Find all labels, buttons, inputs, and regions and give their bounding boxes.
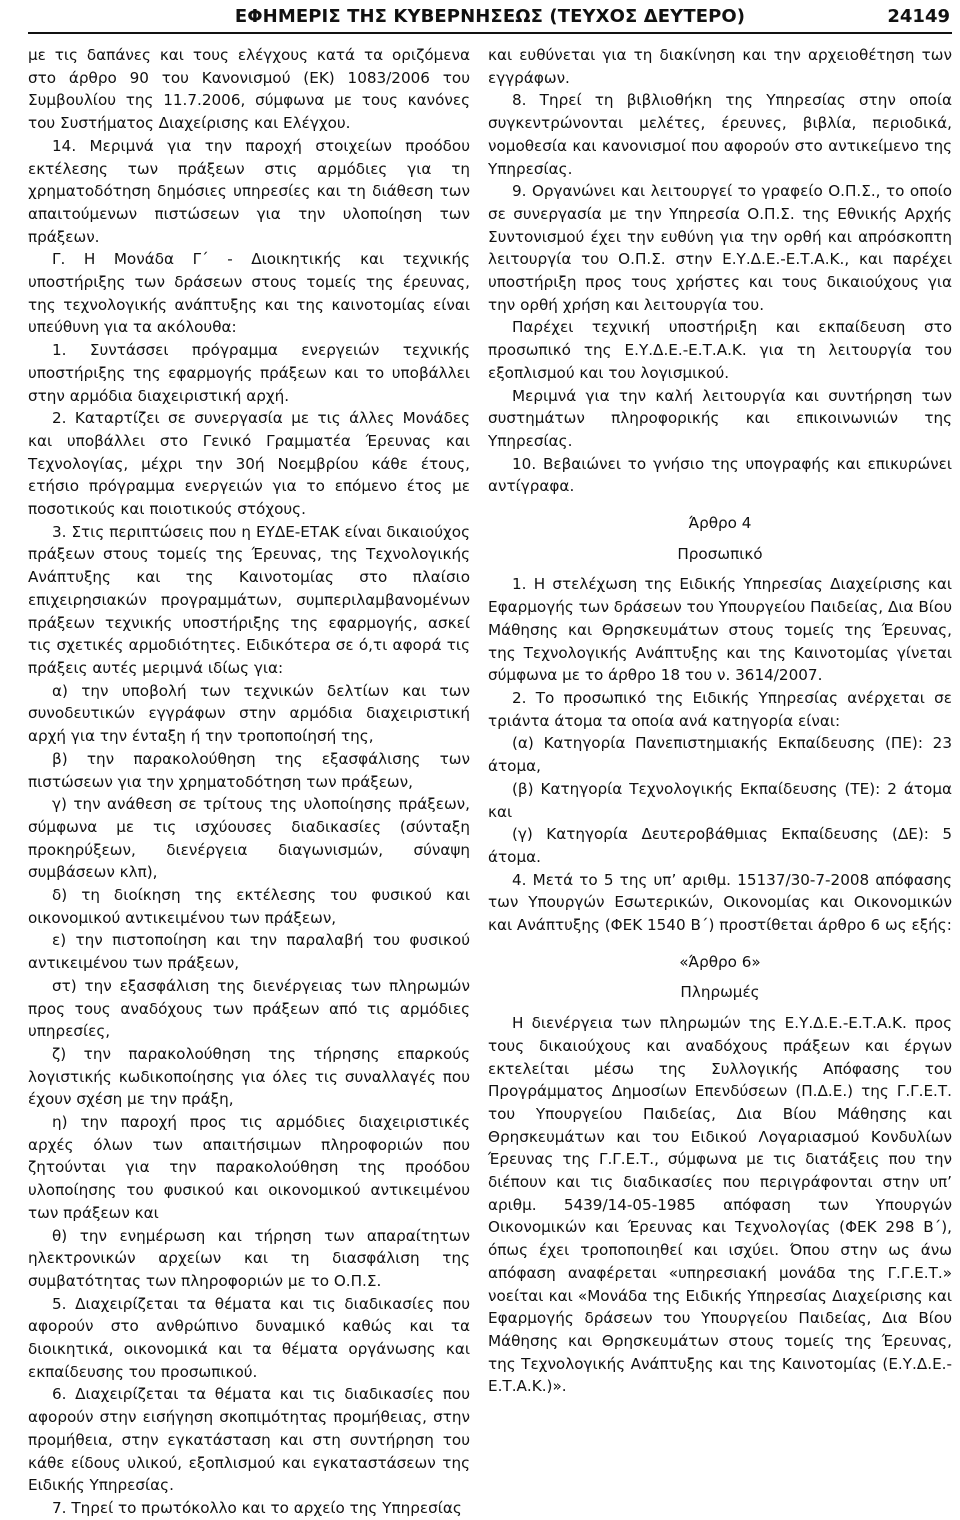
paragraph: 10. Βεβαιώνει το γνήσιο της υπογραφής και επικυρώνει αντίγραφα.: [488, 454, 952, 496]
paragraph: Παρέχει τεχνική υποστήριξη και εκπαίδευση στο προσωπικό της Ε.Υ.Δ.Ε.-Ε.Τ.Α.Κ. για τη λειτουργία του εξοπλισμού και του λογισμικού.: [488, 318, 952, 382]
paragraph: και ευθύνεται για τη διακίνηση και την αρχειοθέτηση των εγγράφων.: [488, 46, 952, 87]
paragraph: 6. Διαχειρίζεται τα θέματα και τις διαδικασίες που αφορούν στην εισήγηση σκοπιμότητας προμήθειας, στην προμήθεια, στην εγκατάσταση και στη συντήρηση του κάθε είδους υλικού, εξοπλισμού και εγκαταστάσεων της Ειδικής Υπηρεσίας.: [28, 1385, 470, 1495]
list-item: β) την παρακολούθηση της εξασφάλισης των πιστώσεων για την χρηματοδότηση των πράξεων,: [28, 749, 470, 791]
list-item: (β) Κατηγορία Τεχνολογικής Εκπαίδευσης (ΤΕ): 2 άτομα και: [488, 779, 952, 821]
paragraph: 14. Μεριμνά για την παροχή στοιχείων προόδου εκτέλεσης των πράξεων στις αρμόδιες για τη χρηματοδότηση δημόσιες υπηρεσίες και τη διάθεση των απαιτούμενων πιστώσεων για την υλοποίηση των πράξεων.: [28, 136, 470, 246]
list-item: ε) την πιστοποίηση και την παραλαβή του φυσικού αντικειμένου των πράξεων,: [28, 931, 470, 973]
quoted-article-heading: «Άρθρο 6»: [679, 952, 761, 971]
page-number: 24149: [887, 6, 950, 27]
paragraph: 9. Οργανώνει και λειτουργεί το γραφείο Ο.Π.Σ., το οποίο σε συνεργασία με την Υπηρεσία Ο.Π.Σ. της Εθνικής Αρχής Συντονισμού έχει την ευθύνη για την ορθή και απρόσκοπτη λειτουργία του Ο.Π.Σ. στην Ε.Υ.Δ.Ε.-Ε.Τ.Α.Κ., και παρέχει υποστήριξη προς τους χρήστες και τους δικαιούχους για την ορθή χρήση και λειτουργία του.: [488, 182, 952, 314]
list-item: δ) τη διοίκηση της εκτέλεσης του φυσικού και οικονομικού αντικειμένου των πράξεων,: [28, 886, 470, 927]
paragraph: Γ. Η Μονάδα Γ΄ - Διοικητικής και τεχνικής υποστήριξης των δράσεων στους τομείς της έρευνας, της τεχνολογικής ανάπτυξης και της καινοτομίας είναι υπεύθυνη για τα ακόλουθα:: [28, 250, 470, 337]
list-item: (γ) Κατηγορία Δευτεροβάθμιας Εκπαίδευσης (ΔΕ): 5 άτομα.: [488, 825, 952, 866]
article-title: Προσωπικό: [677, 544, 763, 563]
list-item: γ) την ανάθεση σε τρίτους της υλοποίησης πράξεων, σύμφωνα με τις ισχύουσες διαδικασίες (σύνταξη προκηρύξεων, διενέργεια διαγωνισμών, σύναψη συμβάσεων κλπ),: [28, 795, 470, 882]
paragraph: με τις δαπάνες και τους ελέγχους κατά τα οριζόμενα στο άρθρο 90 του Κανονισμού (ΕΚ) 1083/2006 του Συμβουλίου της 11.7.2006, σύμφωνα με τους κανόνες του Συστήματος Διαχείρισης και Ελέγχου.: [28, 46, 470, 133]
gazette-title: ΕΦΗΜΕΡΙΣ ΤΗΣ ΚΥΒΕΡΝΗΣΕΩΣ (ΤΕΥΧΟΣ ΔΕΥΤΕΡΟ): [234, 6, 746, 27]
page-header: [28, 2, 952, 34]
paragraph: Η διενέργεια των πληρωμών της Ε.Υ.Δ.Ε.-Ε.Τ.Α.Κ. προς τους δικαιούχους και αναδόχους πράξεων και έργων εκτελείται μέσω της Συλλογικής Απόφασης του Προγράμματος Δημοσίων Επενδύσεων (Π.Δ.Ε.) της Γ.Γ.Ε.Τ. του Υπουργείου Παιδείας, Δια Βίου Μάθησης και Θρησκευμάτων και του Ειδικού Λογαριασμού Κονδυλίων Έρευνας της Γ.Γ.Ε.Τ., σύμφωνα με τις διατάξεις που την διέπουν και τις διαδικασίες που περιγράφονται στην υπ’ αριθμ. 5439/14-05-1985 απόφαση των Υπουργών Οικονομικών και Έρευνας και Τεχνολογίας (ΦΕΚ 298 Β΄), όπως έχει τροποποιηθεί και ισχύει. Όπου στην ως άνω απόφαση αναφέρεται «υπηρεσιακή μονάδα της Γ.Γ.Ε.Τ.» νοείται και «Μονάδα της Ειδικής Υπηρεσίας Διαχείρισης και Εφαρμογής δράσεων του Υπουργείου Παιδείας, Δια Βίου Μάθησης και Θρησκευμάτων στους τομείς της Έρευνας, της Τεχνολογικής Ανάπτυξης και της Καινοτομίας (Ε.Υ.Δ.Ε.-Ε.Τ.Α.Κ.)».: [488, 1014, 952, 1396]
list-item: στ) την εξασφάλιση της διενέργειας των πληρωμών προς τους αναδόχους των πράξεων από τις αρμόδιες υπηρεσίες,: [28, 976, 470, 1041]
paragraph: 2. Καταρτίζει σε συνεργασία με τις άλλες Μονάδες και υποβάλλει στο Γενικό Γραμματέα Έρευνας και Τεχνολογίας, μέχρι την 30ή Νοεμβρίου κάθε έτους, ετήσιο πρόγραμμα ενεργειών για το επόμενο έτος με ποσοτικούς και ποιοτικούς στόχους.: [28, 409, 470, 519]
list-item: α) την υποβολή των τεχνικών δελτίων και των συνοδευτικών εγγράφων στην αρμόδια διαχειριστική αρχή για την ένταξη ή την τροποποίησή της,: [28, 681, 470, 746]
right-column: [488, 44, 952, 1398]
paragraph: 8. Τηρεί τη βιβλιοθήκη της Υπηρεσίας στην οποία συγκεντρώνονται μελέτες, έρευνες, βιβλία, περιοδικά, νομοθεσία και κανονισμοί που αφορούν στο αντικείμενο της Υπηρεσίας.: [488, 91, 952, 178]
left-column: [28, 44, 470, 1520]
paragraph: Μεριμνά για την καλή λειτουργία και συντήρηση των συστημάτων πληροφορικής και επικοινωνιών της Υπηρεσίας.: [488, 386, 952, 450]
list-item: (α) Κατηγορία Πανεπιστημιακής Εκπαίδευσης (ΠΕ): 23 άτομα,: [488, 734, 952, 776]
paragraph: 1. Η στελέχωση της Ειδικής Υπηρεσίας Διαχείρισης και Εφαρμογής των δράσεων του Υπουργείου Παιδείας, Δια Βίου Μάθησης και Θρησκευμάτων στους τομείς της Έρευνας, της Τεχνολογικής Ανάπτυξης και της Καινοτομίας γίνεται σύμφωνα με το άρθρο 18 του ν. 3614/2007.: [488, 575, 952, 685]
paragraph: 1. Συντάσσει πρόγραμμα ενεργειών τεχνικής υποστήριξης της εφαρμογής πράξεων και το υποβάλλει στην αρμόδια διαχειριστική αρχή.: [28, 341, 470, 405]
paragraph: 2. Το προσωπικό της Ειδικής Υπηρεσίας ανέρχεται σε τριάντα άτομα τα οποία ανά κατηγορία είναι:: [488, 688, 952, 730]
paragraph: 5. Διαχειρίζεται τα θέματα και τις διαδικασίες που αφορούν στο ανθρώπινο δυναμικό καθώς και τα διοικητικά, οικονομικά και τα θέματα οργάνωσης και εκπαίδευσης του προσωπικού.: [28, 1294, 470, 1381]
article-heading: Άρθρο 4: [688, 514, 752, 533]
paragraph: 4. Μετά το 5 της υπ’ αριθμ. 15137/30-7-2008 απόφασης των Υπουργών Εσωτερικών, Οικονομίας και Οικονομικών και Ανάπτυξης (ΦΕΚ 1540 Β΄) προστίθεται άρθρο 6 ως εξής:: [488, 870, 952, 935]
list-item: ζ) την παρακολούθηση της τήρησης επαρκούς λογιστικής κωδικοποίησης για όλες τις συναλλαγές που έχουν σχέση με την πράξη,: [28, 1044, 470, 1109]
quoted-article-title: Πληρωμές: [680, 983, 760, 1002]
paragraph: 3. Στις περιπτώσεις που η ΕΥΔΕ-ΕΤΑΚ είναι δικαιούχος πράξεων στους τομείς της Έρευνας, της Τεχνολογικής Ανάπτυξης και της Καινοτομίας στο πλαίσιο επιχειρησιακών προγραμμάτων, συμπεριλαμβανομένων πράξεων τεχνικής υποστήριξης της εφαρμογής, ασκεί τις σχετικές αρμοδιότητες. Ειδικότερα σε ό,τι αφορά τις πράξεις αυτές μεριμνά ιδίως για:: [28, 522, 470, 677]
list-item: η) την παροχή προς τις αρμόδιες διαχειριστικές αρχές όλων των απαιτήσιμων πληροφοριών που ζητούνται για την παρακολούθηση της προόδου υλοποίησης του φυσικού και οικονομικού αντικειμένου των πράξεων και: [28, 1113, 470, 1222]
paragraph: 7. Τηρεί το πρωτόκολλο και το αρχείο της Υπηρεσίας: [52, 1499, 462, 1517]
list-item: θ) την ενημέρωση και τήρηση των απαραίτητων ηλεκτρονικών αρχείων και τη διασφάλιση της συμβατότητας των πληροφοριών με το Ο.Π.Σ.: [28, 1226, 470, 1290]
